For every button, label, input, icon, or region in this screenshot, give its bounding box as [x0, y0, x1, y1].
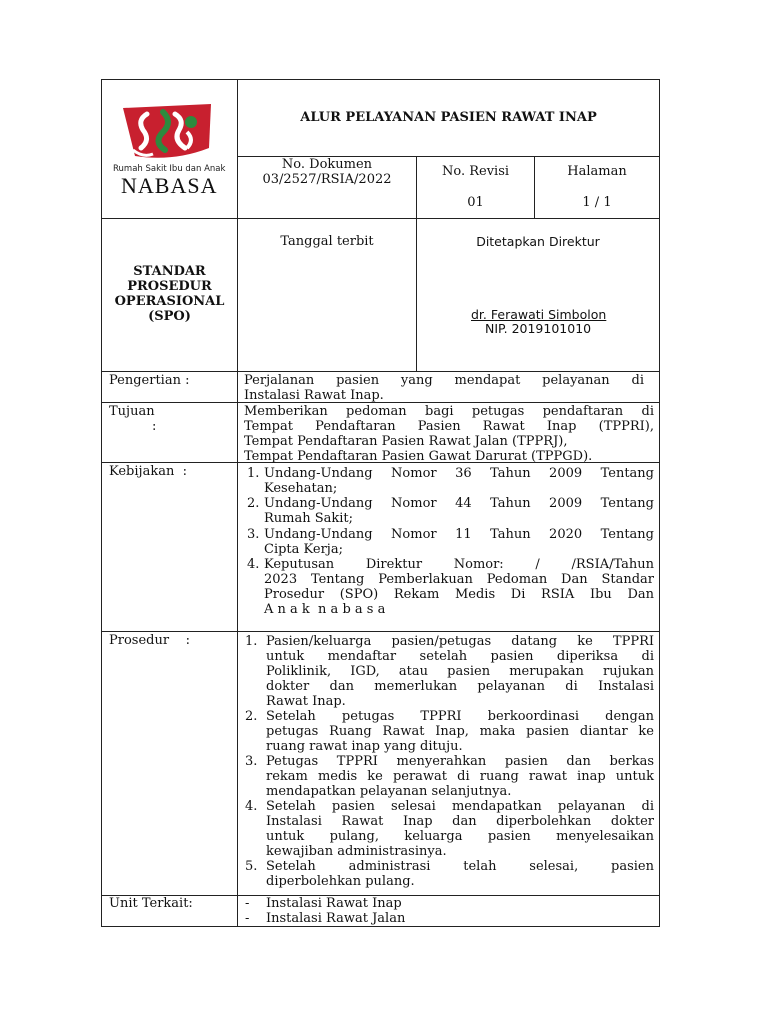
revision-label: No. Revisi — [441, 164, 510, 179]
tujuan-label: Tujuan — [109, 404, 155, 419]
prosedur-item-number: 4. — [245, 799, 258, 814]
kebijakan-item-line: Undang-Undang Nomor 11 Tahun 2020 Tentang — [264, 527, 654, 542]
tujuan-line-1: Memberikan pedoman bagi petugas pendaftaran di — [244, 404, 654, 419]
prosedur-item-line: Petugas TPPRI menyerahkan pasien dan berkas — [266, 754, 654, 769]
kebijakan-item-number: 2. — [247, 496, 260, 511]
unit-terkait-text: Instalasi Rawat Inap — [266, 896, 402, 911]
doc-no-label: No. Dokumen — [281, 157, 373, 172]
tujuan-colon: : — [152, 419, 157, 434]
kebijakan-item — [247, 557, 654, 617]
spo-title — [102, 264, 237, 324]
director-name: dr. Ferawati Simbolon — [471, 307, 607, 322]
unit-terkait-item — [245, 911, 406, 926]
nabasa-logo-icon — [113, 100, 225, 166]
hospital-name: NABASA — [121, 173, 218, 198]
tujuan-line-2: Tempat Pendaftaran Pasien Rawat Inap (TPPRI), — [244, 419, 654, 434]
document-title: ALUR PELAYANAN PASIEN RAWAT INAP — [300, 110, 597, 125]
prosedur-item-number: 1. — [245, 634, 258, 649]
prosedur-item — [245, 754, 654, 799]
prosedur-item-line: Pasien/keluarga pasien/petugas datang ke TPPRI — [266, 634, 654, 649]
kebijakan-label: Kebijakan : — [109, 464, 187, 479]
kebijakan-item — [247, 527, 654, 557]
spo-line-2: PROSEDUR — [127, 279, 212, 294]
hospital-line: Rumah Sakit Ibu dan Anak — [113, 164, 226, 174]
prosedur-item-number: 5. — [245, 859, 258, 874]
kebijakan-item-line: 2023 Tentang Pemberlakuan Pedoman Dan Standar — [264, 572, 654, 587]
tujuan-line-4: Tempat Pendaftaran Pasien Gawat Darurat (TPPGD). — [244, 449, 593, 464]
kebijakan-item-number: 3. — [247, 527, 260, 542]
unit-terkait-label: Unit Terkait: — [109, 896, 193, 911]
prosedur-item — [245, 709, 654, 754]
prosedur-item-line: mendapatkan pelayanan selanjutnya. — [266, 784, 512, 799]
page-value: 1 / 1 — [582, 195, 612, 210]
kebijakan-item-number: 1. — [247, 466, 260, 481]
hospital-logo — [113, 100, 225, 200]
prosedur-item-line: Setelah petugas TPPRI berkoordinasi dengan — [266, 709, 654, 724]
kebijakan-item — [247, 496, 654, 526]
prosedur-item-line: ruang rawat inap yang dituju. — [266, 739, 463, 754]
prosedur-item-line: dokter dan memerlukan pelayanan di Instalasi — [266, 679, 654, 694]
prosedur-item-line: rekam medis ke perawat di ruang rawat inap untuk — [266, 769, 654, 784]
spo-line-4: (SPO) — [148, 309, 191, 324]
kebijakan-item-line: Kesehatan; — [264, 481, 338, 496]
kebijakan-item-line: Prosedur (SPO) Rekam Medis Di RSIA Ibu Dan — [264, 587, 654, 602]
kebijakan-item-number: 4. — [247, 557, 260, 572]
unit-terkait-dash: - — [245, 911, 250, 926]
pengertian-line-1: Perjalanan pasien yang mendapat pelayanan di — [244, 373, 644, 388]
prosedur-item-number: 3. — [245, 754, 258, 769]
tujuan-text — [244, 404, 654, 464]
revision-value: 01 — [467, 195, 484, 210]
kebijakan-item-line: A n a k n a b a s a — [264, 602, 386, 617]
kebijakan-item-line: Keputusan Direktur Nomor: / /RSIA/Tahun — [264, 557, 654, 572]
kebijakan-item-line: Rumah Sakit; — [264, 511, 354, 526]
issue-date-label: Tanggal terbit — [280, 234, 374, 249]
unit-terkait-item — [245, 896, 402, 911]
prosedur-label: Prosedur : — [109, 633, 190, 648]
tujuan-line-3: Tempat Pendaftaran Pasien Rawat Jalan (TPPRJ), — [244, 434, 568, 449]
spo-line-1: STANDAR — [133, 264, 206, 279]
prosedur-item-line: kewajiban administrasinya. — [266, 844, 447, 859]
prosedur-item-line: petugas Ruang Rawat Inap, maka pasien diantar ke — [266, 724, 654, 739]
prosedur-item — [245, 634, 654, 709]
prosedur-item-line: diperbolehkan pulang. — [266, 874, 415, 889]
prosedur-item-line: Rawat Inap. — [266, 694, 346, 709]
prosedur-item-line: Setelah administrasi telah selesai, pasien — [266, 859, 654, 874]
prosedur-item-line: untuk pulang, keluarga pasien menyelesaikan — [266, 829, 654, 844]
doc-no-value: 03/2527/RSIA/2022 — [262, 172, 392, 187]
pengertian-text — [244, 373, 644, 403]
prosedur-item-line: Setelah pasien selesai mendapatkan pelayanan di — [266, 799, 654, 814]
prosedur-item-line: Poliklinik, IGD, atau pasien merupakan rujukan — [266, 664, 654, 679]
page-label: Halaman — [567, 164, 627, 179]
prosedur-item — [245, 859, 654, 889]
pengertian-line-2: Instalasi Rawat Inap. — [244, 388, 384, 403]
unit-terkait-text: Instalasi Rawat Jalan — [266, 911, 406, 926]
spo-line-3: OPERASIONAL — [114, 294, 225, 309]
unit-terkait-dash: - — [245, 896, 250, 911]
prosedur-item-line: untuk mendaftar setelah pasien diperiksa di — [266, 649, 654, 664]
prosedur-item-line: Instalasi Rawat Inap dan diperbolehkan dokter — [266, 814, 654, 829]
director-nip: NIP. 2019101010 — [485, 321, 592, 336]
pengertian-label: Pengertian : — [109, 373, 190, 388]
prosedur-item — [245, 799, 654, 859]
kebijakan-item-line: Cipta Kerja; — [264, 542, 343, 557]
approved-by-label: Ditetapkan Direktur — [476, 234, 600, 249]
kebijakan-item-line: Undang-Undang Nomor 44 Tahun 2009 Tentang — [264, 496, 654, 511]
kebijakan-item-line: Undang-Undang Nomor 36 Tahun 2009 Tentang — [264, 466, 654, 481]
prosedur-item-number: 2. — [245, 709, 258, 724]
prosedur-list — [245, 634, 654, 889]
kebijakan-item — [247, 466, 654, 496]
